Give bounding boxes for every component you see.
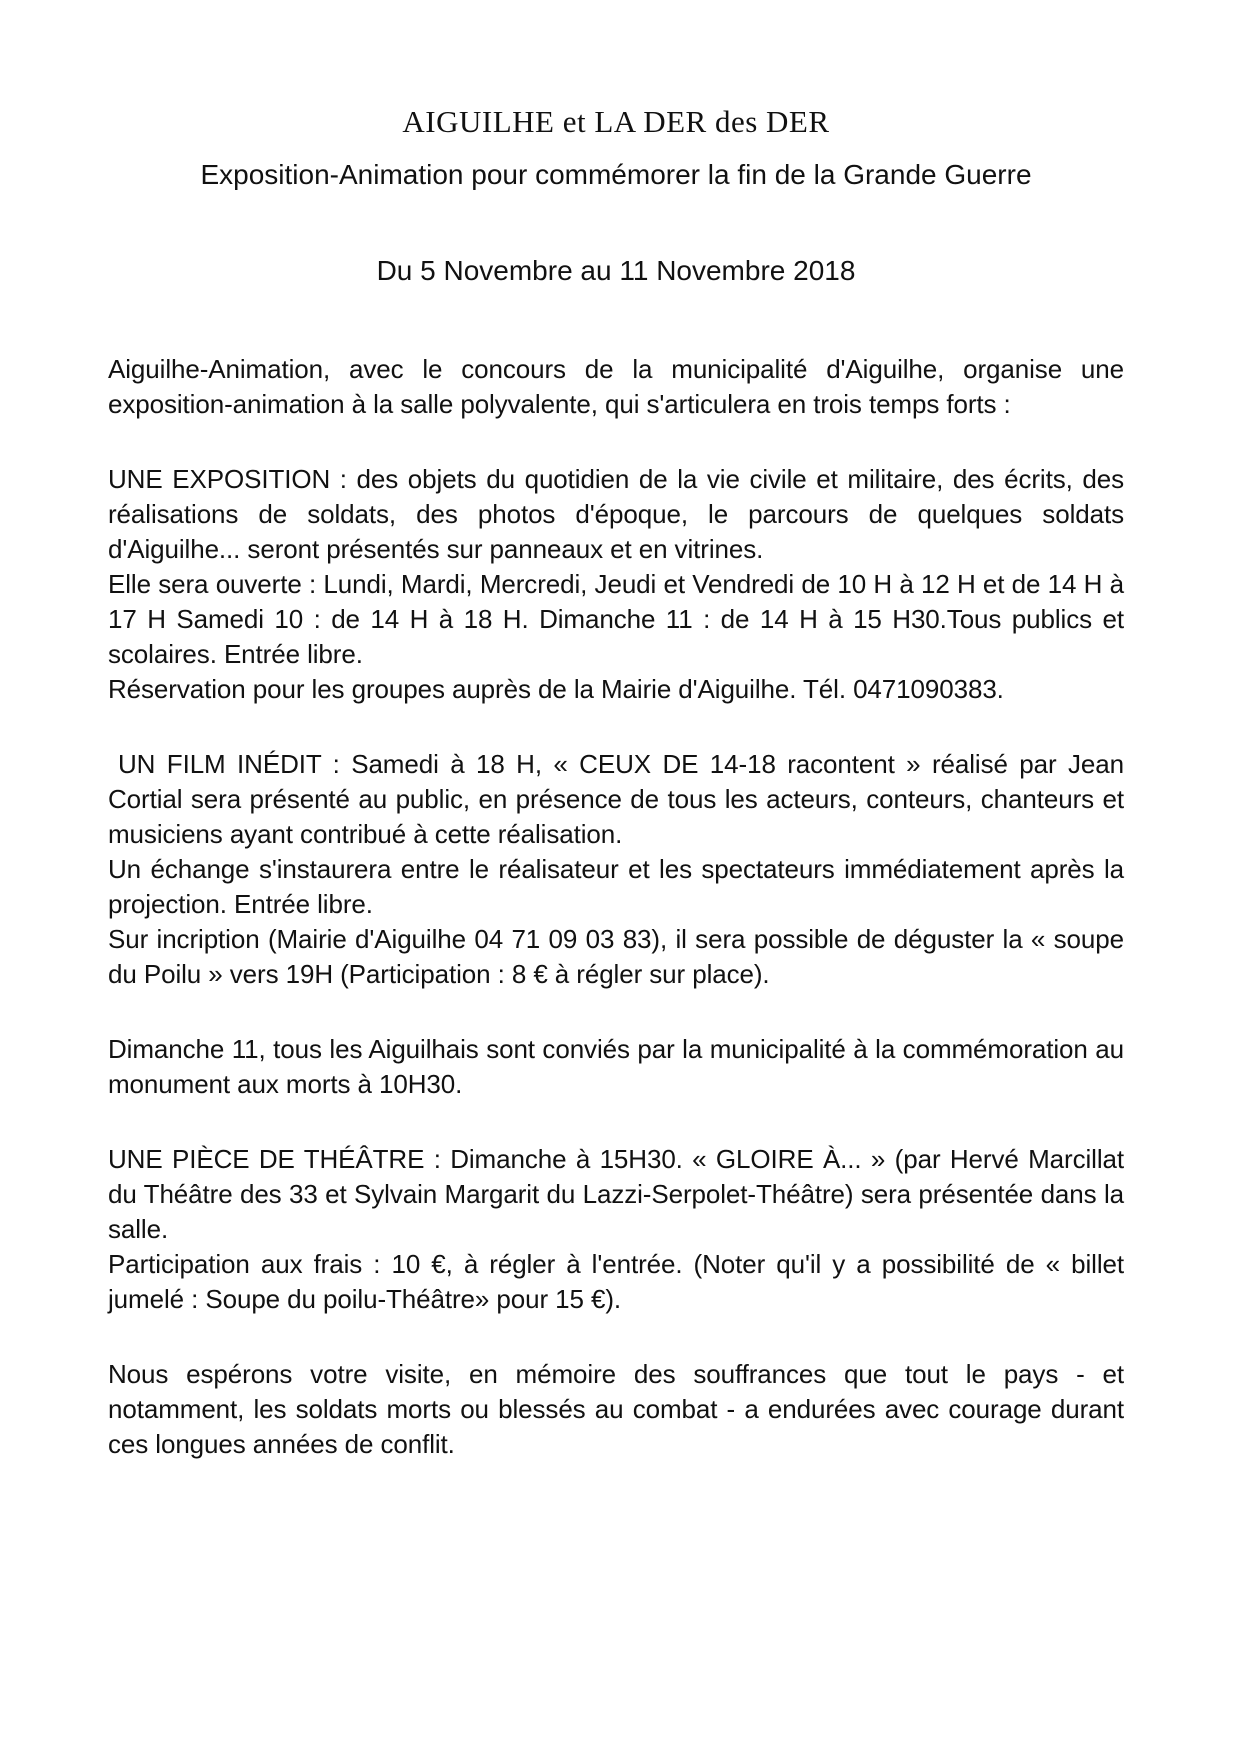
paragraph-exposition-reservation: Réservation pour les groupes auprès de la Mairie d'Aiguilhe. Tél. 0471090383. (108, 674, 1004, 704)
document-subtitle: Exposition-Animation pour commémorer la fin de la Grande Guerre (200, 159, 1032, 190)
document-title: AIGUILHE et LA DER des DER (402, 104, 830, 139)
paragraph-theatre-participation: Participation aux frais : 10 €, à régler à l'entrée. (Noter qu'il y a possibilité de « billet jumelé : Soupe du poilu-Théâtre» pour 15 €). (108, 1249, 1124, 1314)
paragraph-intro: Aiguilhe-Animation, avec le concours de la municipalité d'Aiguilhe, organise une exposition-animation à la salle polyvalente, qui s'articulera en trois temps forts : (108, 354, 1124, 419)
paragraph-film-inscription: Sur incription (Mairie d'Aiguilhe 04 71 09 03 83), il sera possible de déguster la « soupe du Poilu » vers 19H (Participation : 8 € à régler sur place). (108, 924, 1124, 989)
paragraph-film-description: UN FILM INÉDIT : Samedi à 18 H, « CEUX DE 14-18 racontent » réalisé par Jean Cortial sera présenté au public, en présence de tous les acteurs, conteurs, chanteurs et musiciens ayant contribué à cette réalisation. (108, 749, 1124, 849)
section-theatre (108, 1142, 1124, 1317)
section-exposition (108, 462, 1124, 707)
section-closing (108, 1357, 1124, 1462)
date-line: Du 5 Novembre au 11 Novembre 2018 (376, 255, 856, 286)
paragraph-closing: Nous espérons votre visite, en mémoire des souffrances que tout le pays - et notamment, les soldats morts ou blessés au combat - a endurées avec courage durant ces longues années de conflit. (108, 1359, 1124, 1459)
section-intro (108, 352, 1124, 422)
paragraph-film-exchange: Un échange s'instaurera entre le réalisateur et les spectateurs immédiatement après la projection. Entrée libre. (108, 854, 1124, 919)
paragraph-commemoration: Dimanche 11, tous les Aiguilhais sont conviés par la municipalité à la commémoration au monument aux morts à 10H30. (108, 1034, 1124, 1099)
paragraph-theatre-description: UNE PIÈCE DE THÉÂTRE : Dimanche à 15H30. « GLOIRE À... » (par Hervé Marcillat du Théâtre des 33 et Sylvain Margarit du Lazzi-Serpolet-Théâtre) sera présentée dans la salle. (108, 1144, 1124, 1244)
paragraph-exposition-hours: Elle sera ouverte : Lundi, Mardi, Mercredi, Jeudi et Vendredi de 10 H à 12 H et de 14 H à 17 H Samedi 10 : de 14 H à 18 H. Dimanche 11 : de 14 H à 15 H30.Tous publics et scolaires. Entrée libre. (108, 569, 1124, 669)
section-film (108, 747, 1124, 992)
paragraph-exposition-description: UNE EXPOSITION : des objets du quotidien de la vie civile et militaire, des écrits, des réalisations de soldats, des photos d'époque, le parcours de quelques soldats d'Aiguilhe... seront présentés sur panneaux et en vitrines. (108, 464, 1124, 564)
section-commemoration (108, 1032, 1124, 1102)
